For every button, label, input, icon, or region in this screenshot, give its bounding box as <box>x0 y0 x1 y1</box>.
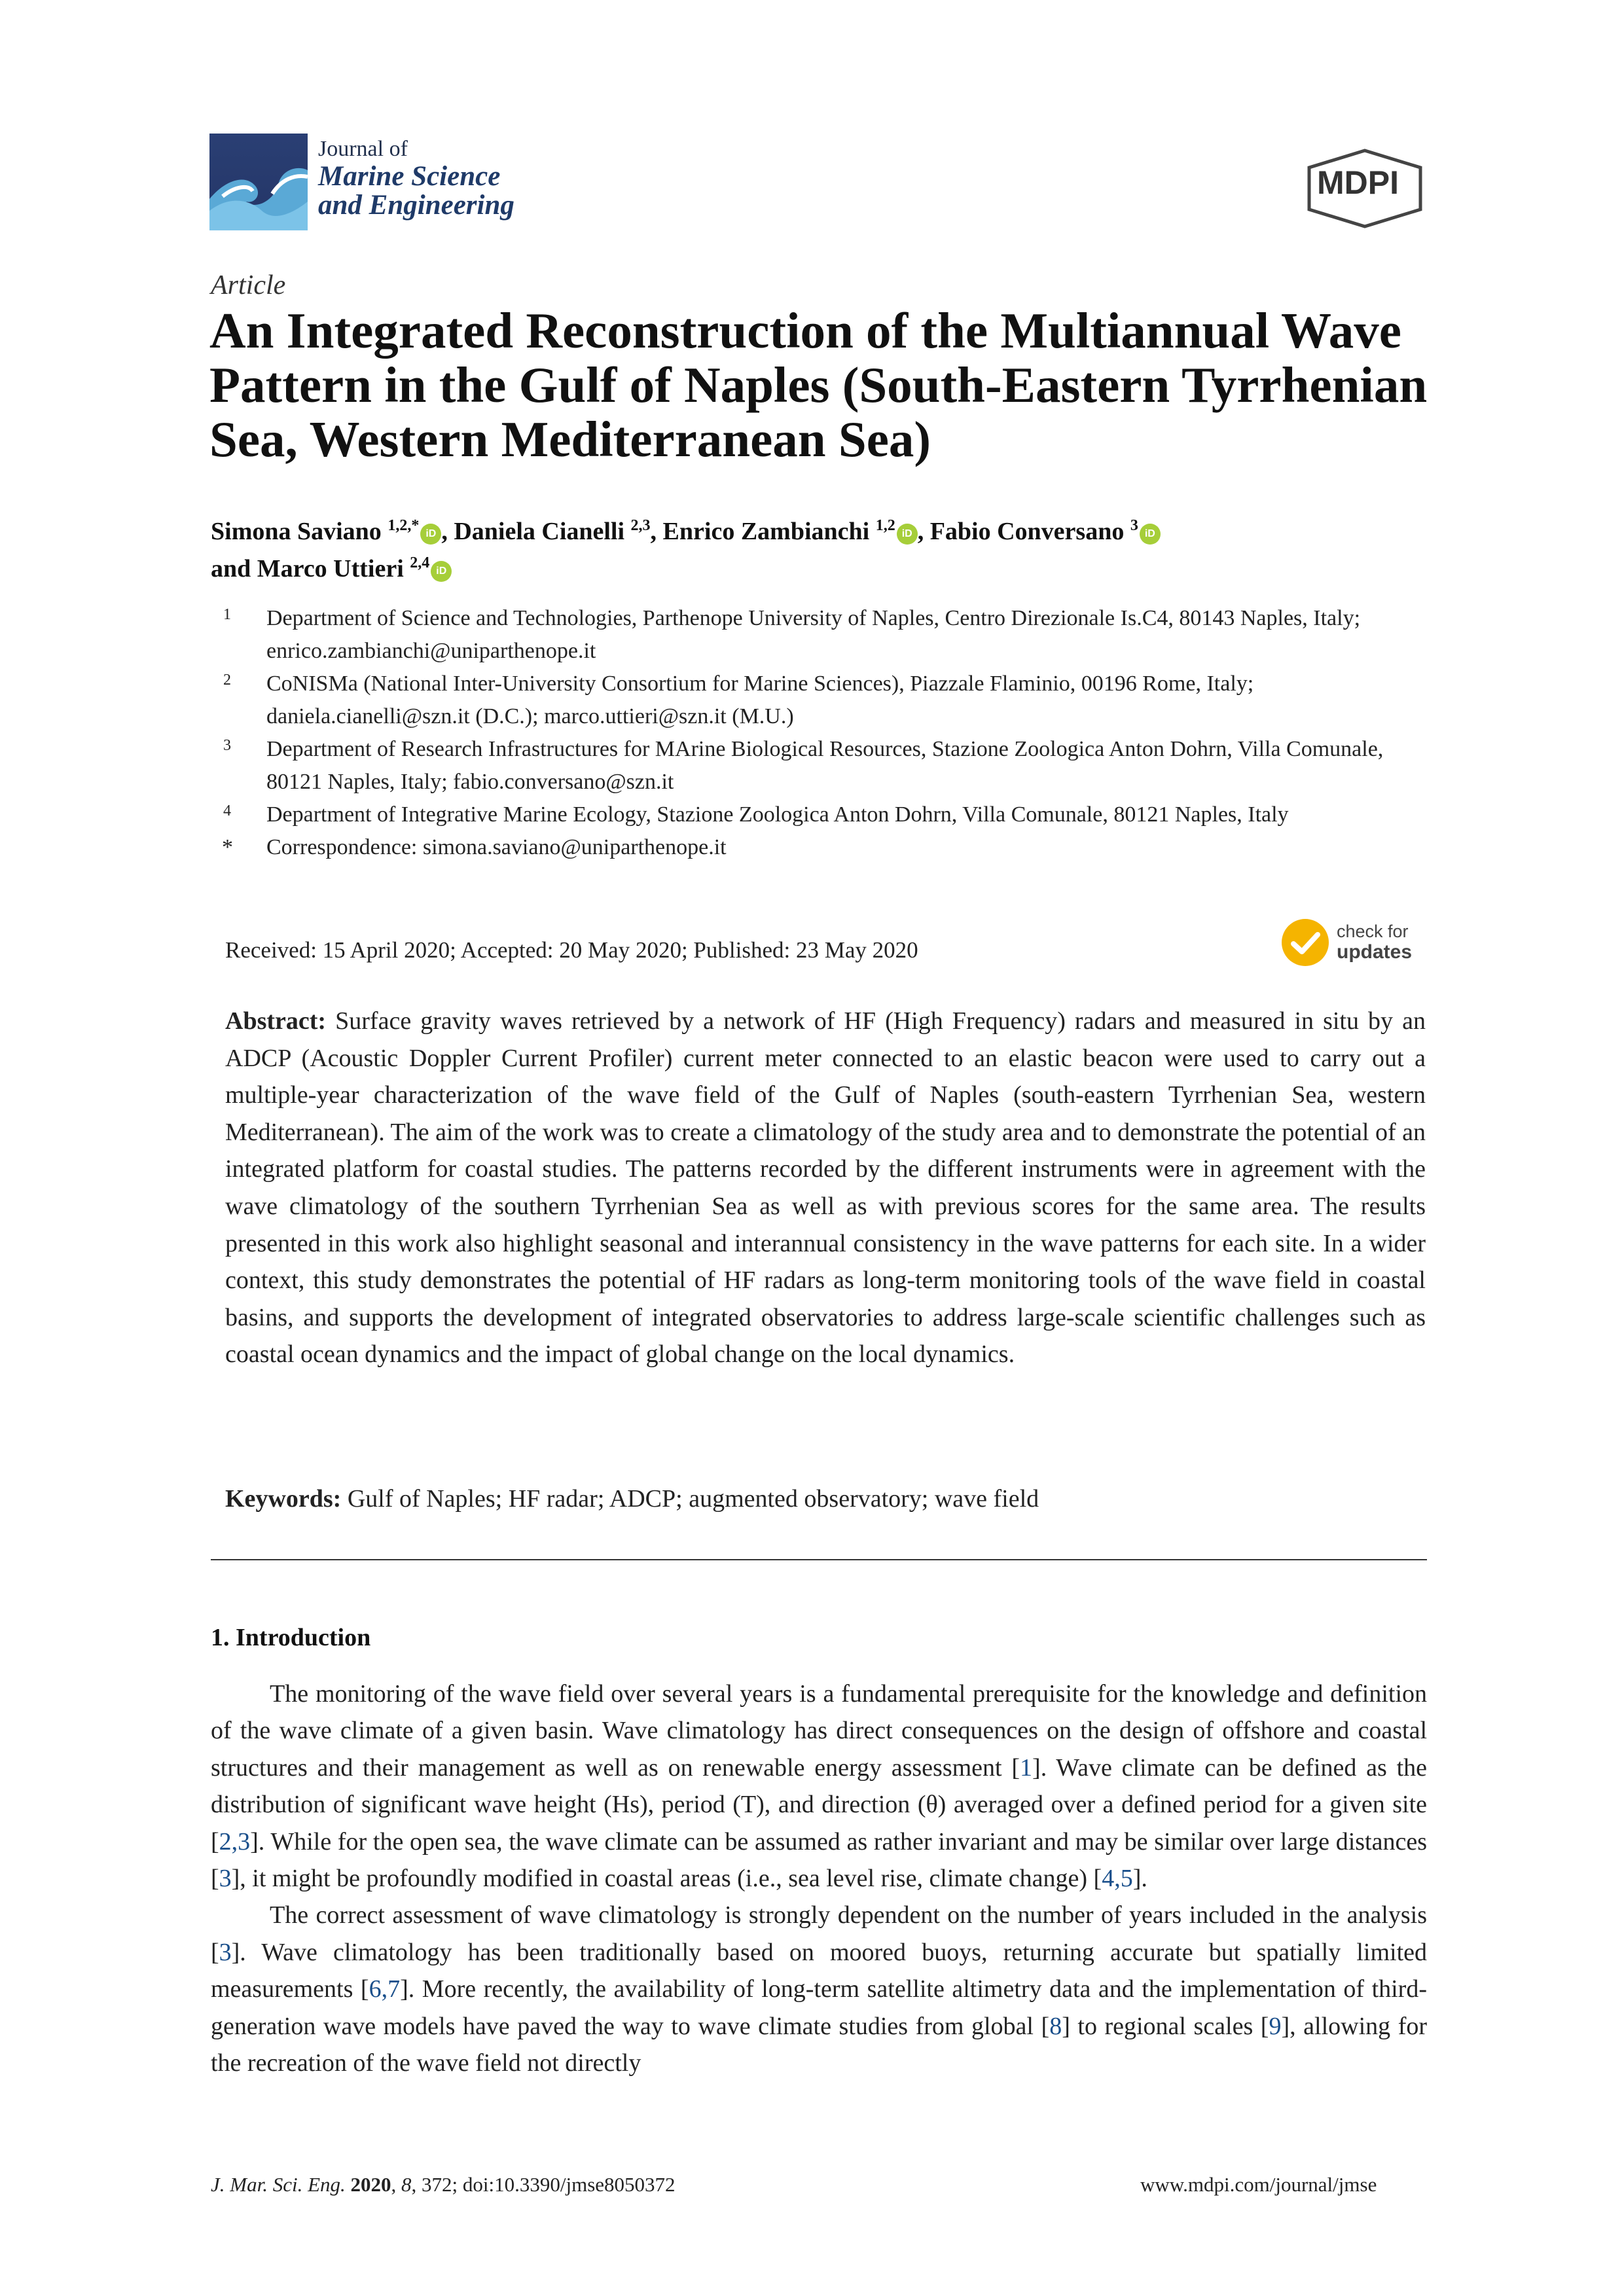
author-affiliation-sup: 1,2 <box>875 517 895 534</box>
author-affiliation-sup: 2,4 <box>410 554 430 571</box>
author <box>454 518 662 545</box>
affiliation-list <box>219 602 1437 864</box>
publisher-logo <box>1303 148 1427 229</box>
article-type: Article <box>211 270 286 300</box>
paragraph-text: The correct assessment of wave climatology is strongly dependent on the number of years included in the analysis [ <box>211 1901 1427 1966</box>
author-separator: , <box>441 518 454 545</box>
check-updates-line2: updates <box>1337 941 1413 963</box>
footer-url[interactable]: www.mdpi.com/journal/jmse <box>1140 2173 1377 2196</box>
article-title: An Integrated Reconstruction of the Multiannual Wave Pattern in the Gulf of Naples (South-Eastern Tyrrhenian Sea, Western Mediterranean Sea) <box>209 302 1428 467</box>
author-name: Fabio Conversano <box>929 518 1125 545</box>
footer-citation: J. Mar. Sci. Eng. 2020, 8, 372; doi:10.3390/jmse8050372 <box>211 2173 676 2196</box>
author-separator: , <box>650 518 663 545</box>
affiliation-number: 1 <box>223 606 231 623</box>
affiliation-number: 2 <box>223 672 231 689</box>
affiliation-number: * <box>222 835 233 859</box>
keywords-label: Keywords: <box>225 1485 342 1513</box>
citation-link[interactable]: 1 <box>1020 1753 1033 1782</box>
keywords-text: Gulf of Naples; HF radar; ADCP; augmented observatory; wave field <box>347 1485 1039 1513</box>
affiliation-text: Department of Research Infrastructures for MArine Biological Resources, Stazione Zoologica Anton Dohrn, Villa Comunale, 80121 Naples, Italy; fabio.conversano@szn.it <box>266 737 1384 794</box>
footer-doi: , 372; doi:10.3390/jmse8050372 <box>411 2173 676 2196</box>
paragraph-text: The monitoring of the wave field over several years is a fundamental prerequisite for the knowledge and definition of the wave climate of a given basin. Wave climatology has direct consequences on the design of offshore and coastal structures and their management as well as on renewable energy assessment [ <box>211 1680 1427 1782</box>
author <box>211 518 454 545</box>
author-name: and Marco Uttieri <box>211 555 404 583</box>
journal-name-line3: and Engineering <box>318 190 514 221</box>
paragraph-text: ], allowing for the recreation of the wave field not directly <box>211 2012 1427 2077</box>
section-divider <box>211 1559 1427 1560</box>
citation-link[interactable]: 2,3 <box>219 1827 251 1856</box>
author-affiliation-sup: 2,3 <box>630 517 651 534</box>
author-separator: , <box>917 518 930 545</box>
publisher-name: MDPI <box>1317 164 1399 201</box>
paragraph-text: ]. More recently, the availability of long-term satellite altimetry data and the implementation of third-generation wave models have paved the way to wave climate studies from global [ <box>211 1975 1427 2040</box>
affiliation-text: Department of Science and Technologies, Parthenope University of Naples, Centro Direzionale Is.C4, 80143 Naples, Italy; enrico.zambianchi@uniparthenope.it <box>266 606 1361 663</box>
affiliation-item <box>219 668 1437 733</box>
citation-link[interactable]: 3 <box>219 1865 232 1893</box>
journal-name <box>318 136 514 220</box>
orcid-icon[interactable]: iD <box>420 524 441 545</box>
paragraph-text: ]. Wave climate can be defined as the distribution of significant wave height (Hs), period (T), and direction (θ) averaged over a defined period for a given site [ <box>211 1753 1427 1856</box>
author-name: Enrico Zambianchi <box>662 518 870 545</box>
orcid-icon[interactable]: iD <box>431 561 452 582</box>
check-updates-line1: check for <box>1337 922 1409 941</box>
citation-link[interactable]: 3 <box>219 1938 232 1966</box>
wave-logo-icon <box>209 134 308 230</box>
abstract-label: Abstract: <box>225 1007 327 1035</box>
citation-link[interactable]: 6,7 <box>369 1975 401 2003</box>
keywords <box>225 1480 1426 1517</box>
affiliation-item <box>219 733 1437 798</box>
author-affiliation-sup: 3 <box>1130 517 1138 534</box>
footer-journal-abbr: J. Mar. Sci. Eng. <box>211 2173 346 2196</box>
journal-name-line2: Marine Science <box>318 161 501 192</box>
author-list <box>211 513 1428 588</box>
affiliation-text: Department of Integrative Marine Ecology, Stazione Zoologica Anton Dohrn, Villa Comunale, 80121 Naples, Italy <box>266 802 1289 827</box>
footer-year: 2020 <box>350 2173 391 2196</box>
author <box>663 518 930 545</box>
introduction-body <box>211 1676 1427 2081</box>
affiliation-text: CoNISMa (National Inter-University Consortium for Marine Sciences), Piazzale Flaminio, 00196 Rome, Italy; daniela.cianelli@szn.it (D.C.); marco.uttieri@szn.it (M.U.) <box>266 672 1254 728</box>
affiliation-item <box>219 602 1437 668</box>
affiliation-item <box>219 798 1437 831</box>
check-for-updates-badge[interactable] <box>1282 919 1432 970</box>
journal-logo <box>209 134 576 232</box>
author <box>930 518 1161 545</box>
section-heading: 1. Introduction <box>211 1624 371 1651</box>
citation-link[interactable]: 8 <box>1049 2012 1062 2040</box>
intro-paragraph-2 <box>211 1897 1427 2081</box>
author-affiliation-sup: 1,2,* <box>388 517 420 534</box>
paragraph-text: ]. Wave climatology has been traditionally based on moored buoys, returning accurate but spatially limited measurements [ <box>211 1938 1427 2003</box>
intro-paragraph-1 <box>211 1676 1427 1897</box>
paragraph-text: ] to regional scales [ <box>1062 2012 1269 2040</box>
author <box>211 555 452 583</box>
citation-link[interactable]: 4,5 <box>1102 1865 1133 1893</box>
publication-dates: Received: 15 April 2020; Accepted: 20 May 2020; Published: 23 May 2020 <box>225 937 918 963</box>
abstract-text: Surface gravity waves retrieved by a network of HF (High Frequency) radars and measured in situ by an ADCP (Acoustic Doppler Current Profiler) current meter connected to an elastic beacon were used to carry out a multiple-year characterization of the wave field of the Gulf of Naples (south-eastern Tyrrhenian Sea, western Mediterranean). The aim of the work was to create a climatology of the study area and to demonstrate the potential of an integrated platform for coastal studies. The patterns recorded by the different instruments were in agreement with the wave climatology of the southern Tyrrhenian Sea as well as with previous scores for the same area. The results presented in this work also highlight seasonal and interannual consistency in the wave patterns for each site. In a wider context, this study demonstrates the potential of HF radars as long-term monitoring tools of the wave field in coastal basins, and supports the development of integrated observatories to address large-scale scientific challenges such as coastal ocean dynamics and the impact of global change on the local dynamics. <box>225 1007 1426 1369</box>
affiliation-item <box>219 831 1437 864</box>
journal-name-line1: Journal of <box>318 137 408 161</box>
checkmark-icon <box>1282 919 1329 966</box>
author-name: Daniela Cianelli <box>454 518 625 545</box>
footer-volume: 8 <box>401 2173 412 2196</box>
affiliation-number: 3 <box>223 737 231 754</box>
paragraph-text: ]. <box>1132 1865 1147 1893</box>
affiliation-text: Correspondence: simona.saviano@uniparthenope.it <box>266 835 727 859</box>
orcid-icon[interactable]: iD <box>1140 524 1161 545</box>
abstract <box>225 1003 1426 1373</box>
orcid-icon[interactable]: iD <box>897 524 918 545</box>
citation-link[interactable]: 9 <box>1269 2012 1282 2040</box>
author-name: Simona Saviano <box>211 518 382 545</box>
affiliation-number: 4 <box>223 802 231 819</box>
paragraph-text: ]. While for the open sea, the wave climate can be assumed as rather invariant and may be similar over large distances [ <box>211 1827 1427 1893</box>
paragraph-text: ], it might be profoundly modified in coastal areas (i.e., sea level rise, climate change) [ <box>231 1865 1102 1893</box>
